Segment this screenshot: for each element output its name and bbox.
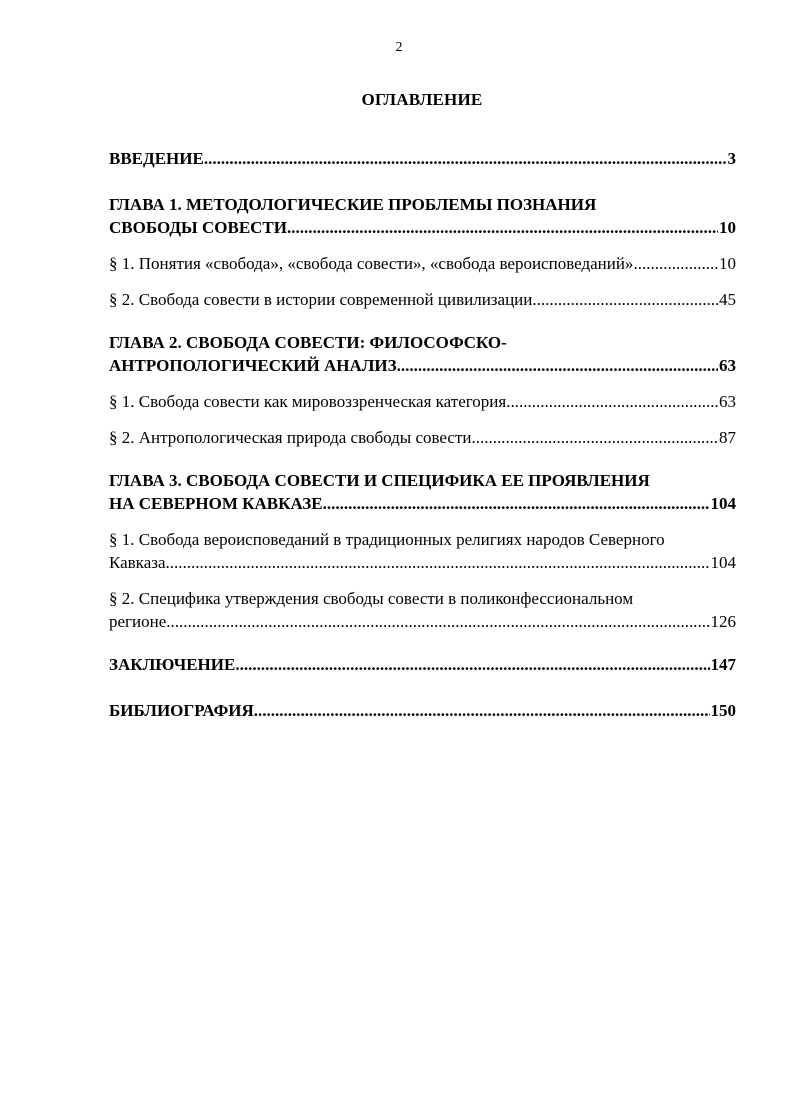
toc-entry-page: 10: [719, 218, 736, 237]
dot-leader: [532, 288, 718, 311]
toc-entry-label: § 2. Свобода совести в истории современной цивилизации: [109, 290, 533, 309]
toc-entry-section-1-2[interactable]: [109, 288, 736, 311]
toc-entry-label: § 1. Свобода совести как мировоззренческая категория: [109, 392, 507, 411]
dot-leader: [397, 354, 718, 377]
toc-entry-page: 87: [719, 428, 736, 447]
dot-leader: [235, 653, 709, 676]
toc-entry-label-line2: Кавказа: [109, 553, 166, 572]
toc-entry-label: § 2. Антропологическая природа свободы совести: [109, 428, 472, 447]
toc-entry-label: ВВЕДЕНИЕ: [109, 149, 204, 168]
dot-leader: [506, 390, 718, 413]
toc-entry-label-line1: § 1. Свобода вероисповеданий в традиционных религиях народов Северного: [109, 530, 665, 549]
toc-entry-page: 150: [710, 701, 736, 720]
toc-entry-page: 63: [719, 392, 736, 411]
toc-entry-label-line1: § 2. Специфика утверждения свободы совести в поликонфессиональном: [109, 589, 634, 608]
dot-leader: [471, 426, 718, 449]
toc-entry-label: БИБЛИОГРАФИЯ: [109, 701, 254, 720]
toc-entry-label-line2: СВОБОДЫ СОВЕСТИ: [109, 218, 287, 237]
toc-entry-label-line2: НА СЕВЕРНОМ КАВКАЗЕ: [109, 494, 323, 513]
dot-leader: [166, 551, 710, 574]
toc-entry-bibliography[interactable]: [109, 699, 736, 722]
dot-leader: [323, 492, 710, 515]
toc-entry-label-line1: ГЛАВА 3. СВОБОДА СОВЕСТИ И СПЕЦИФИКА ЕЕ ПРОЯВЛЕНИЯ: [109, 471, 650, 490]
toc-entry-intro[interactable]: [109, 147, 736, 170]
table-of-contents: [109, 147, 736, 722]
toc-entry-chapter-3[interactable]: [109, 469, 736, 515]
toc-entry-page: 104: [710, 553, 736, 572]
toc-entry-page: 3: [727, 149, 736, 168]
toc-entry-label: ЗАКЛЮЧЕНИЕ: [109, 655, 236, 674]
toc-entry-section-1-1[interactable]: [109, 252, 736, 275]
toc-entry-section-3-1[interactable]: [109, 528, 736, 574]
dot-leader: [254, 699, 710, 722]
toc-entry-label: § 1. Понятия «свобода», «свобода совести», «свобода вероисповеданий»: [109, 254, 634, 273]
toc-entry-page: 147: [710, 655, 736, 674]
toc-entry-label-line2: АНТРОПОЛОГИЧЕСКИЙ АНАЛИЗ: [109, 356, 397, 375]
toc-entry-page: 45: [719, 290, 736, 309]
toc-entry-conclusion[interactable]: [109, 653, 736, 676]
toc-entry-page: 63: [719, 356, 736, 375]
toc-title: ОГЛАВЛЕНИЕ: [361, 90, 483, 109]
toc-entry-label-line1: ГЛАВА 1. МЕТОДОЛОГИЧЕСКИЕ ПРОБЛЕМЫ ПОЗНАНИЯ: [109, 195, 597, 214]
toc-entry-page: 10: [719, 254, 736, 273]
toc-entry-chapter-2[interactable]: [109, 331, 736, 377]
toc-entry-page: 126: [710, 612, 736, 631]
dot-leader: [204, 147, 727, 170]
toc-entry-label-line2: регионе: [109, 612, 167, 631]
toc-entry-page: 104: [710, 494, 736, 513]
toc-entry-section-2-1[interactable]: [109, 390, 736, 413]
toc-entry-label-line1: ГЛАВА 2. СВОБОДА СОВЕСТИ: ФИЛОСОФСКО-: [109, 333, 507, 352]
toc-entry-chapter-1[interactable]: [109, 193, 736, 239]
toc-entry-section-2-2[interactable]: [109, 426, 736, 449]
toc-entry-section-3-2[interactable]: [109, 587, 736, 633]
dot-leader: [166, 610, 709, 633]
dot-leader: [633, 252, 718, 275]
dot-leader: [287, 216, 718, 239]
page-number: 2: [395, 40, 403, 55]
